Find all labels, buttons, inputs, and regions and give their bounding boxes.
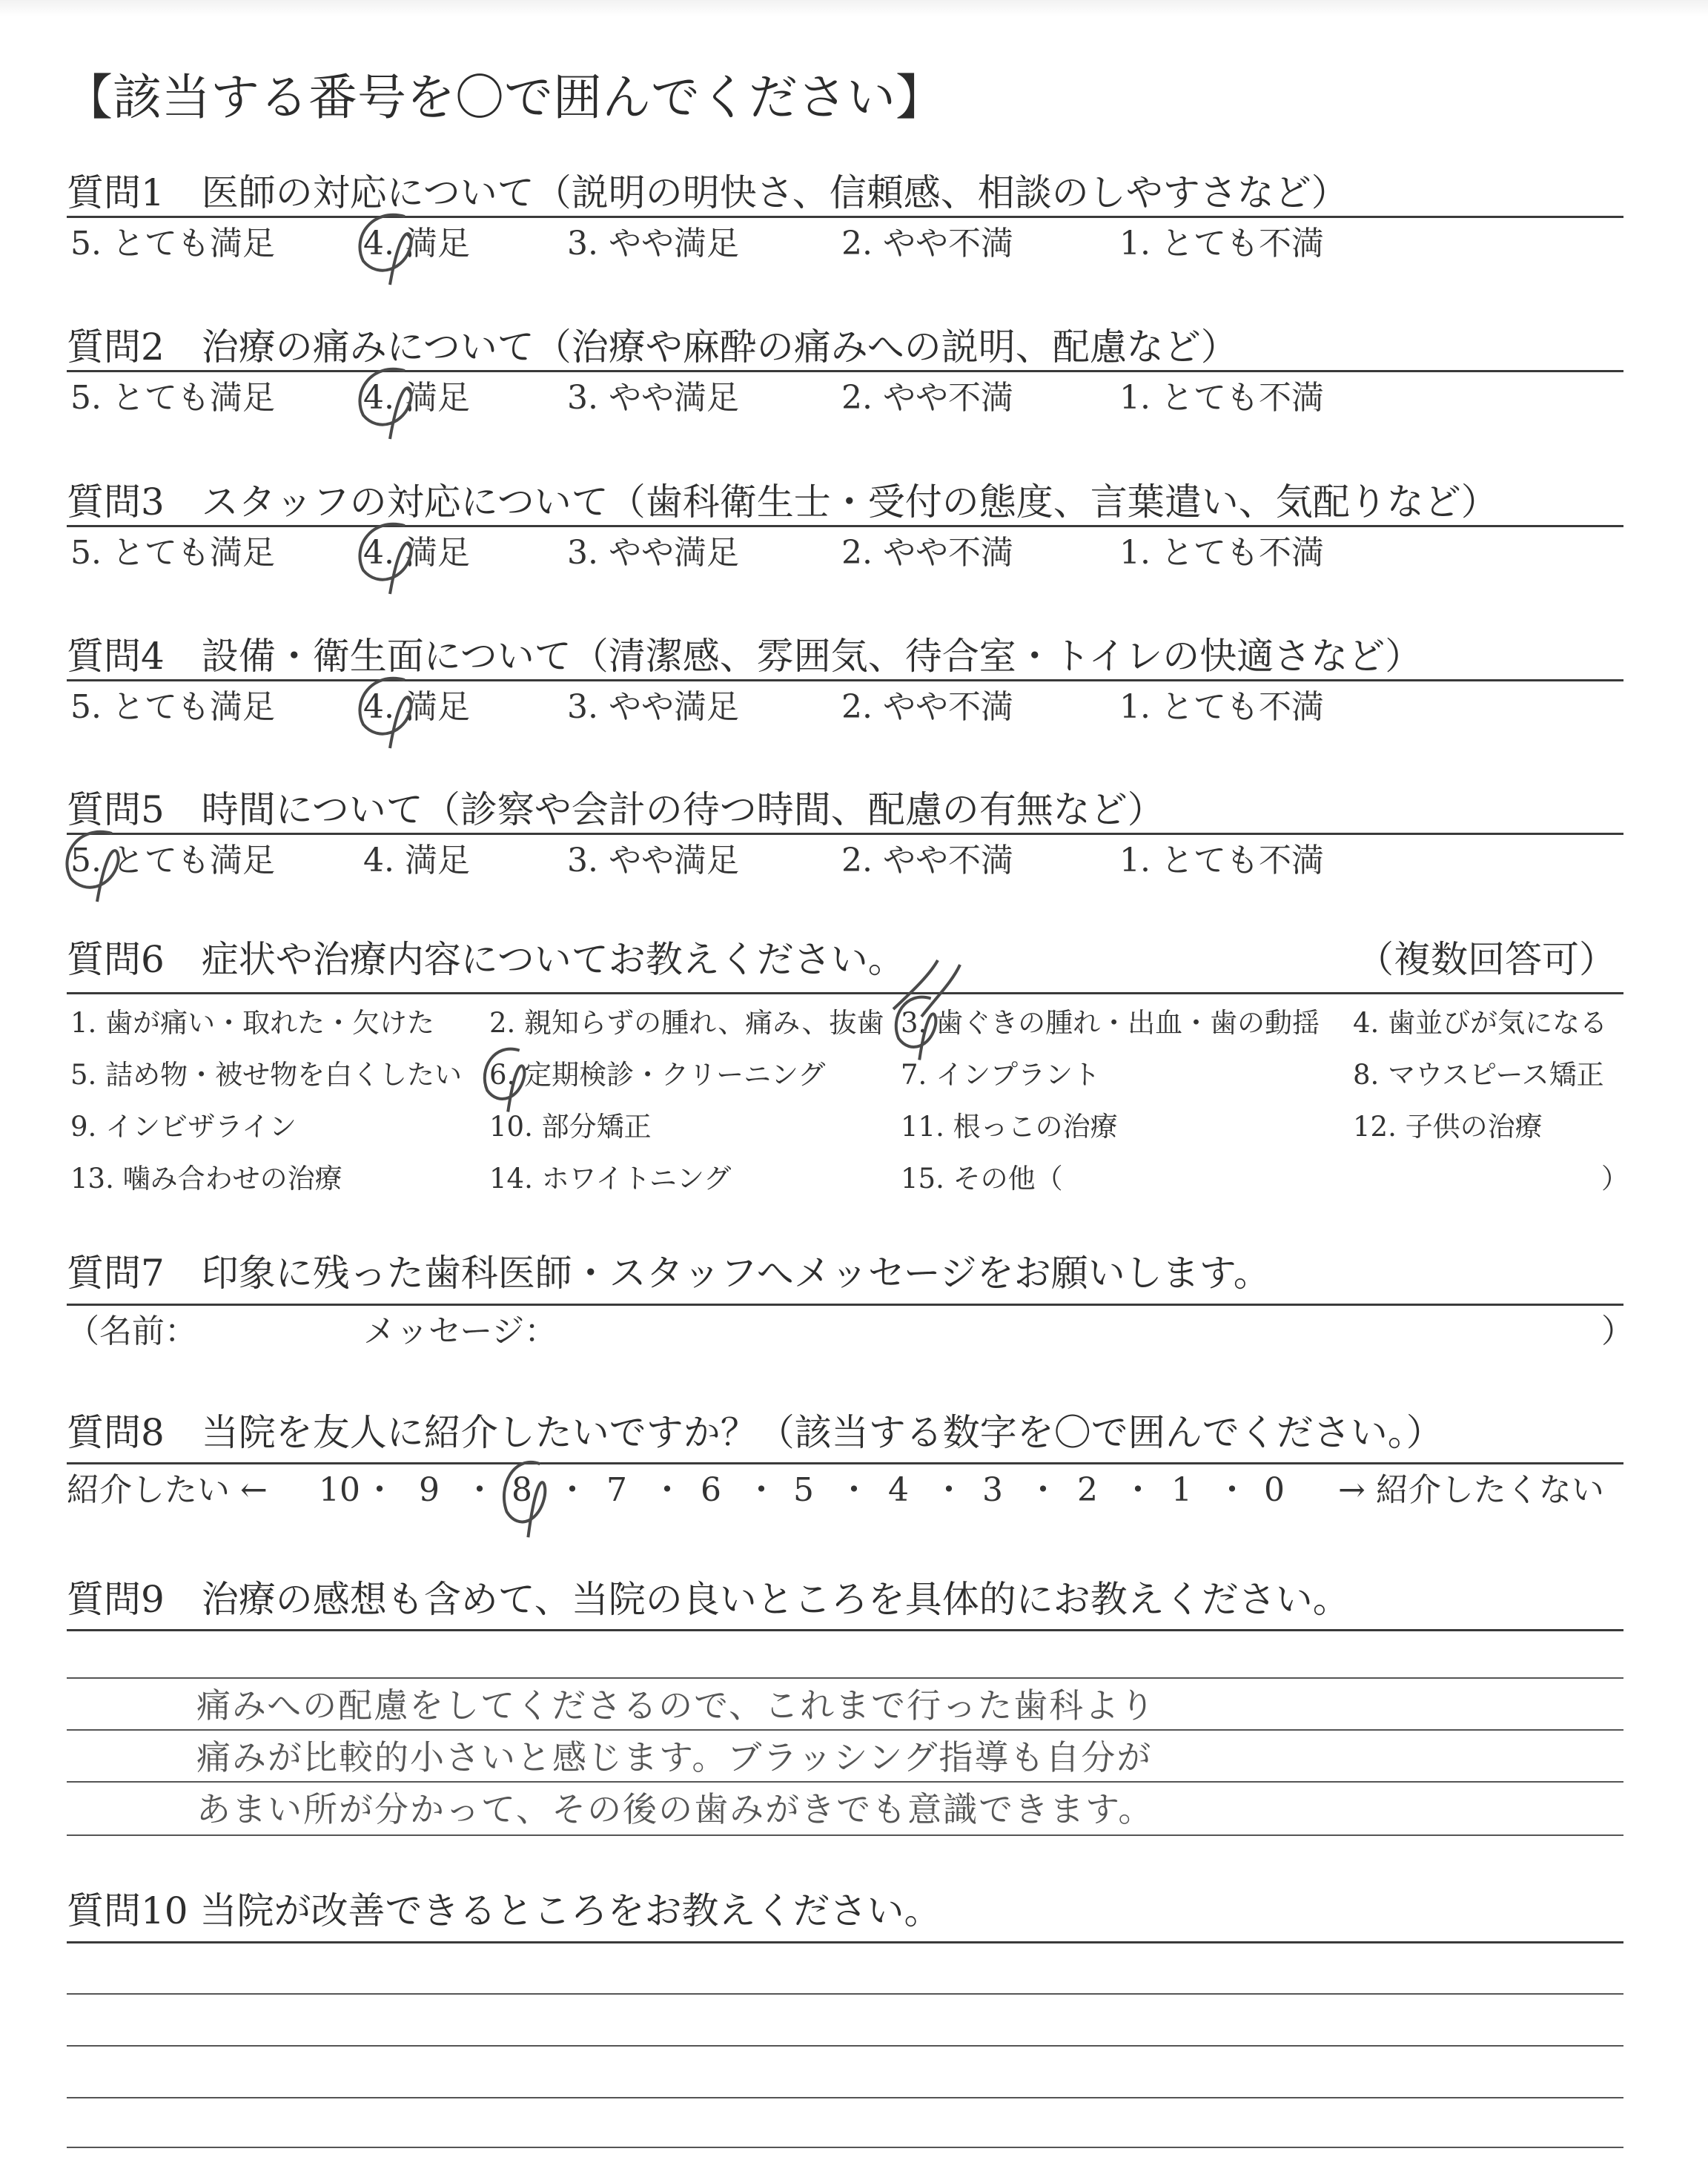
q8-right-label: → 紹介したくない [1338, 1471, 1604, 1509]
rating-option-5: 5. とても満足 [70, 842, 275, 879]
rating-option-2: 2. やや不満 [841, 379, 1013, 417]
q10-answer-line [67, 2097, 1623, 2098]
rating-option-1: 1. とても不満 [1119, 842, 1324, 879]
rating-option-2: 2. やや不満 [841, 842, 1013, 879]
q8-separator: ・ [556, 1471, 589, 1509]
question-2-heading: 質問2 治療の痛みについて（治療や麻酔の痛みへの説明、配慮など） [67, 326, 1238, 369]
q7-heading: 質問7 印象に残った歯科医師・スタッフへメッセージをお願いします。 [67, 1252, 1271, 1295]
q9-answer-line [67, 1781, 1623, 1783]
q6-heading: 質問6 症状や治療内容についてお教えください。 [67, 938, 905, 981]
question-1-heading: 質問1 医師の対応について（説明の明快さ、信頼感、相談のしやすさなど） [67, 171, 1348, 214]
rating-option-1: 1. とても不満 [1119, 225, 1324, 262]
q9-handwritten-line-3: あまい所が分かって、その後の歯みがきでも意識できます。 [196, 1789, 1154, 1829]
q8-separator: ・ [463, 1471, 496, 1509]
q9-rule [67, 1629, 1623, 1631]
q10-answer-line [67, 2147, 1623, 2148]
q6-item: 9. インビザライン [70, 1111, 297, 1143]
scan-top-edge [0, 0, 1708, 16]
q8-heading: 質問8 当院を友人に紹介したいですか？（該当する数字を〇で囲んでください。） [67, 1411, 1443, 1454]
rating-option-4: 4. 満足 [363, 225, 470, 262]
q6-item: 7. インプラント [901, 1059, 1101, 1091]
question-rule [67, 216, 1623, 218]
rating-option-1: 1. とても不満 [1119, 379, 1324, 417]
rating-option-5: 5. とても満足 [70, 534, 275, 572]
rating-option-3: 3. やや満足 [567, 842, 739, 879]
q8-scale-value: 0 [1264, 1471, 1285, 1509]
q8-scale-value: 6 [701, 1471, 721, 1509]
q8-scale-value: 9 [419, 1471, 440, 1509]
q6-item: 4. 歯並びが気になる [1353, 1007, 1608, 1039]
q6-item: 5. 詰め物・被せ物を白くしたい [70, 1059, 463, 1091]
q6-item: 2. 親知らずの腫れ、痛み、抜歯 [489, 1007, 884, 1039]
question-5-heading: 質問5 時間について（診察や会計の待つ時間、配慮の有無など） [67, 788, 1165, 831]
q8-separator: ・ [1027, 1471, 1059, 1509]
rating-option-4: 4. 満足 [363, 534, 470, 572]
rating-option-2: 2. やや不満 [841, 688, 1013, 726]
q6-item: 15. その他（ [901, 1163, 1063, 1195]
q6-item: 6. 定期検診・クリーニング [489, 1059, 826, 1091]
pen-circle-mark [347, 360, 421, 442]
q9-answer-line [67, 1677, 1623, 1679]
q9-answer-line [67, 1834, 1623, 1836]
q8-separator: ・ [933, 1471, 965, 1509]
rating-option-4: 4. 満足 [363, 688, 470, 726]
pen-circle-mark [347, 515, 421, 597]
q8-separator: ・ [1216, 1471, 1248, 1509]
q6-item: 12. 子供の治療 [1353, 1111, 1543, 1143]
q8-separator: ・ [838, 1471, 870, 1509]
q8-scale-value: 7 [606, 1471, 627, 1509]
rating-option-2: 2. やや不満 [841, 225, 1013, 262]
pen-circle-mark [492, 1453, 555, 1539]
rating-option-5: 5. とても満足 [70, 688, 275, 726]
q6-item: 8. マウスピース矯正 [1353, 1059, 1604, 1091]
q9-answer-line [67, 1729, 1623, 1731]
q8-separator: ・ [745, 1471, 778, 1509]
q6-item: 13. 噛み合わせの治療 [70, 1163, 342, 1195]
q6-note: （複数回答可） [1357, 938, 1616, 981]
q8-rule [67, 1462, 1623, 1464]
pen-circle-mark [473, 1040, 534, 1116]
rating-option-5: 5. とても満足 [70, 225, 275, 262]
question-3-heading: 質問3 スタッフの対応について（歯科衛生士・受付の態度、言葉遣い、気配りなど） [67, 480, 1498, 524]
q7-rule [67, 1304, 1623, 1306]
question-rule [67, 370, 1623, 372]
q8-scale-value: 5 [793, 1471, 814, 1509]
q8-separator: ・ [651, 1471, 683, 1509]
page-title: 【該当する番号を〇で囲んでください】 [64, 69, 944, 126]
q8-scale-value: 3 [982, 1471, 1003, 1509]
pen-circle-mark [347, 206, 421, 288]
q8-scale-value: 8 [512, 1471, 532, 1509]
q7-message-label: メッセージ： [363, 1312, 557, 1350]
q10-rule [67, 1941, 1623, 1943]
q6-item: 3. 歯ぐきの腫れ・出血・歯の動揺 [901, 1007, 1320, 1039]
q6-item: 11. 根っこの治療 [901, 1111, 1118, 1143]
question-rule [67, 525, 1623, 527]
q7-name-label: （名前： [67, 1312, 197, 1350]
rating-option-4: 4. 満足 [363, 379, 470, 417]
q7-close-paren: ） [1601, 1312, 1634, 1350]
rating-option-2: 2. やや不満 [841, 534, 1013, 572]
rating-option-3: 3. やや満足 [567, 688, 739, 726]
rating-option-3: 3. やや満足 [567, 225, 739, 262]
question-rule [67, 679, 1623, 681]
q9-handwritten-line-1: 痛みへの配慮をしてくださるので、これまで行った歯科より [196, 1685, 1156, 1725]
q8-left-label: 紹介したい ← [67, 1471, 268, 1509]
q10-heading: 質問10 当院が改善できるところをお教えください。 [67, 1889, 941, 1932]
pen-circle-mark [54, 823, 128, 905]
q8-separator: ・ [1122, 1471, 1154, 1509]
rating-option-5: 5. とても満足 [70, 379, 275, 417]
q8-separator: ・ [363, 1471, 396, 1509]
q8-scale-value: 1 [1171, 1471, 1192, 1509]
q8-scale-value: 10 [319, 1471, 360, 1509]
q9-heading: 質問9 治療の感想も含めて、当院の良いところを具体的にお教えください。 [67, 1578, 1350, 1621]
q9-handwritten-line-2: 痛みが比較的小さいと感じます。ブラッシング指導も自分が [196, 1737, 1153, 1777]
q6-checkmark-scribble [886, 951, 975, 1025]
q8-scale-value: 4 [888, 1471, 909, 1509]
q6-item: 10. 部分矯正 [489, 1111, 652, 1143]
q10-answer-line [67, 2045, 1623, 2047]
rating-option-4: 4. 満足 [363, 842, 470, 879]
question-4-heading: 質問4 設備・衛生面について（清潔感、雰囲気、待合室・トイレの快適さなど） [67, 635, 1423, 678]
q6-item: 1. 歯が痛い・取れた・欠けた [70, 1007, 435, 1039]
q6-other-close: ） [1601, 1163, 1629, 1195]
q10-answer-line [67, 1993, 1623, 1995]
q6-item: 14. ホワイトニング [489, 1163, 732, 1195]
rating-option-3: 3. やや満足 [567, 379, 739, 417]
q6-rule [67, 992, 1623, 994]
question-rule [67, 833, 1623, 835]
rating-option-1: 1. とても不満 [1119, 688, 1324, 726]
rating-option-3: 3. やや満足 [567, 534, 739, 572]
pen-circle-mark [347, 670, 421, 751]
q8-scale-value: 2 [1077, 1471, 1098, 1509]
rating-option-1: 1. とても不満 [1119, 534, 1324, 572]
